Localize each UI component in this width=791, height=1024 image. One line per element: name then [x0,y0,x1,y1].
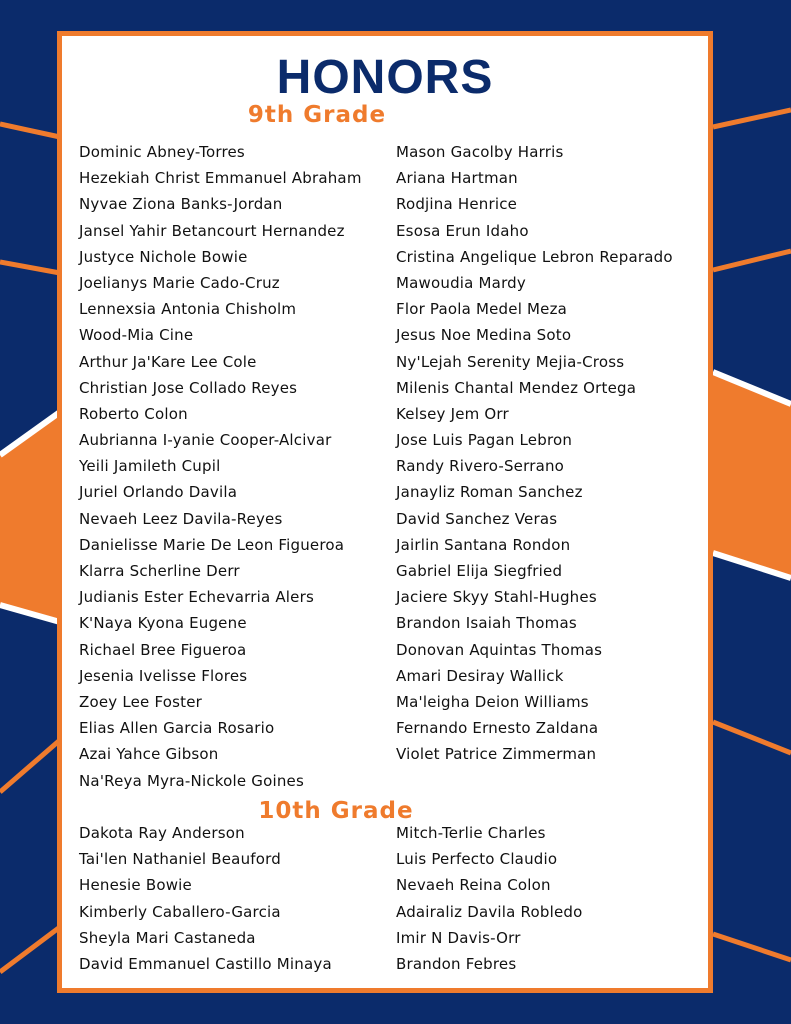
list-item: Amari Desiray Wallick [396,666,564,685]
list-item: Joelianys Marie Cado-Cruz [79,273,280,292]
list-item: Jansel Yahir Betancourt Hernandez [79,221,345,240]
list-item: Ny'Lejah Serenity Mejia-Cross [396,352,625,371]
list-item: Randy Rivero-Serrano [396,457,565,476]
list-item: Ma'leigha Deion Williams [396,692,589,711]
list-item: Brandon Isaiah Thomas [396,614,577,633]
list-item: Luis Perfecto Claudio [396,850,558,869]
list-item: Aubrianna I-yanie Cooper-Alcivar [79,431,332,450]
list-item: Arthur Ja'Kare Lee Cole [79,352,257,371]
list-item: Cristina Angelique Lebron Reparado [396,247,673,266]
list-item: K'Naya Kyona Eugene [79,614,247,633]
list-item: Kimberly Caballero-Garcia [79,902,281,921]
list-item: Jesenia Ivelisse Flores [79,666,248,685]
list-item: Elias Allen Garcia Rosario [79,719,275,738]
list-item: Yeili Jamileth Cupil [79,457,221,476]
list-item: Brandon Febres [396,954,517,973]
list-item: Dominic Abney-Torres [79,143,245,161]
list-item: David Emmanuel Castillo Minaya [79,954,332,973]
list-item: Lennexsia Antonia Chisholm [79,300,297,319]
list-item: Zoey Lee Foster [79,692,203,711]
name-list-10th-left [79,820,332,977]
list-item: Janayliz Roman Sanchez [396,483,583,502]
honors-card [57,31,713,993]
name-list-10th-right [396,820,582,977]
list-item: Klarra Scherline Derr [79,562,240,580]
list-item: Sheyla Mari Castaneda [79,928,256,947]
page-title: HONORS [276,51,494,104]
list-item: Henesie Bowie [79,876,192,895]
list-item: Christian Jose Collado Reyes [79,378,298,397]
list-item: Imir N Davis-Orr [396,928,521,947]
list-item: Esosa Erun Idaho [396,221,529,240]
list-item: Juriel Orlando Davila [79,483,238,502]
list-item: Justyce Nichole Bowie [79,247,248,266]
list-item: Nyvae Ziona Banks-Jordan [79,195,283,214]
list-item: Jose Luis Pagan Lebron [396,431,573,450]
list-item: Nevaeh Leez Davila-Reyes [79,509,283,528]
name-list-9th-left [79,139,362,794]
list-item: Mawoudia Mardy [396,273,526,292]
list-item: Gabriel Elija Siegfried [396,562,563,580]
list-item: Jaciere Skyy Stahl-Hughes [396,588,597,607]
list-item: Violet Patrice Zimmerman [396,745,597,764]
section-heading-10th-grade: 10th Grade [258,798,414,824]
list-item: Roberto Colon [79,404,188,423]
list-item: Milenis Chantal Mendez Ortega [396,378,637,397]
list-item: Ariana Hartman [396,169,518,188]
list-item: Fernando Ernesto Zaldana [396,719,599,738]
name-list-9th-right [396,139,673,768]
list-item: Na'Reya Myra-Nickole Goines [79,771,304,790]
list-item: Jairlin Santana Rondon [396,535,571,554]
list-item: Adairaliz Davila Robledo [396,902,583,921]
list-item: Mason Gacolby Harris [396,143,564,161]
list-item: Donovan Aquintas Thomas [396,640,603,659]
list-item: Richael Bree Figueroa [79,640,247,659]
list-item: Rodjina Henrice [396,195,518,214]
list-item: Dakota Ray Anderson [79,824,245,842]
list-item: Jesus Noe Medina Soto [396,326,572,345]
list-item: Azai Yahce Gibson [79,745,219,764]
section-heading-9th-grade: 9th Grade [247,102,387,128]
list-item: Judianis Ester Echevarria Alers [79,588,314,607]
list-item: Flor Paola Medel Meza [396,300,568,319]
list-item: Wood-Mia Cine [79,326,194,345]
list-item: Danielisse Marie De Leon Figueroa [79,535,345,554]
list-item: Nevaeh Reina Colon [396,876,551,895]
list-item: Mitch-Terlie Charles [396,824,546,842]
list-item: Tai'len Nathaniel Beauford [79,850,281,869]
list-item: Kelsey Jem Orr [396,404,509,423]
list-item: Hezekiah Christ Emmanuel Abraham [79,169,362,188]
list-item: David Sanchez Veras [396,509,558,528]
